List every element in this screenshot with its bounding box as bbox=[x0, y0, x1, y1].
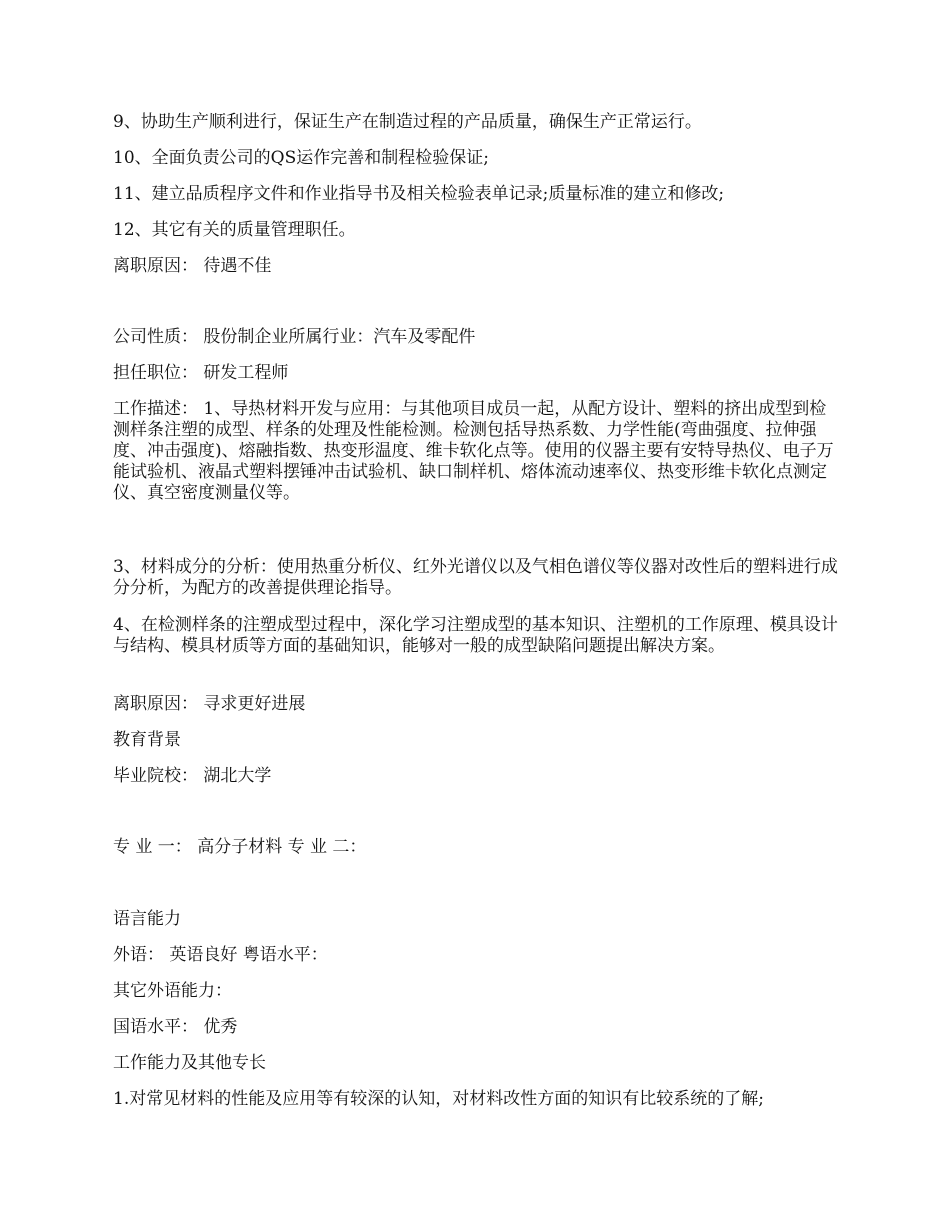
section-education: 教育背景 bbox=[113, 730, 181, 750]
majors: 专 业 一： 高分子材料 专 业 二： bbox=[113, 837, 367, 857]
duty-item-9: 9、协助生产顺利进行，保证生产在制造过程的产品质量，确保生产正常运行。 bbox=[113, 112, 702, 132]
duty-item-10: 10、全面负责公司的QS运作完善和制程检验保证; bbox=[113, 148, 489, 168]
duty-item-3: 3、材料成分的分析：使用热重分析仪、红外光谱仪以及气相色谱仪等仪器对改性后的塑料进行成分分析，为配方的改善提供理论指导。 bbox=[113, 557, 838, 598]
foreign-language: 外语： 英语良好 粤语水平： bbox=[113, 945, 328, 965]
duty-item-11: 11、建立品质程序文件和作业指导书及相关检验表单记录;质量标准的建立和修改; bbox=[113, 184, 725, 204]
company-nature: 公司性质： 股份制企业所属行业：汽车及零配件 bbox=[113, 327, 476, 347]
section-language: 语言能力 bbox=[113, 909, 181, 929]
other-language: 其它外语能力： bbox=[113, 981, 232, 1001]
graduate-school: 毕业院校： 湖北大学 bbox=[113, 766, 272, 786]
skill-item-1: 1.对常见材料的性能及应用等有较深的认知，对材料改性方面的知识有比较系统的了解; bbox=[113, 1089, 764, 1109]
job-description: 工作描述： 1、导热材料开发与应用：与其他项目成员一起，从配方设计、塑料的挤出成型到检测样条注塑的成型、样条的处理及性能检测。检测包括导热系数、力学性能(弯曲强度、拉伸强度、冲击强度)、熔融指数、热变形温度、维卡软化点等。使用的仪器主要有安特导热仪、电子万能试验机、液晶式塑料摆锤冲击试验机、缺口制样机、熔体流动速率仪、热变形维卡软化点测定仪、真空密度测量仪等。 bbox=[113, 399, 834, 503]
section-skills: 工作能力及其他专长 bbox=[113, 1053, 266, 1073]
job-position: 担任职位： 研发工程师 bbox=[113, 363, 289, 383]
mandarin-level: 国语水平： 优秀 bbox=[113, 1017, 238, 1037]
leave-reason-2: 离职原因： 寻求更好进展 bbox=[113, 694, 306, 714]
leave-reason-1: 离职原因： 待遇不佳 bbox=[113, 256, 272, 276]
duty-item-4: 4、在检测样条的注塑成型过程中，深化学习注塑成型的基本知识、注塑机的工作原理、模具设计与结构、模具材质等方面的基础知识，能够对一般的成型缺陷问题提出解决方案。 bbox=[113, 615, 838, 656]
duty-item-12: 12、其它有关的质量管理职任。 bbox=[113, 220, 356, 240]
